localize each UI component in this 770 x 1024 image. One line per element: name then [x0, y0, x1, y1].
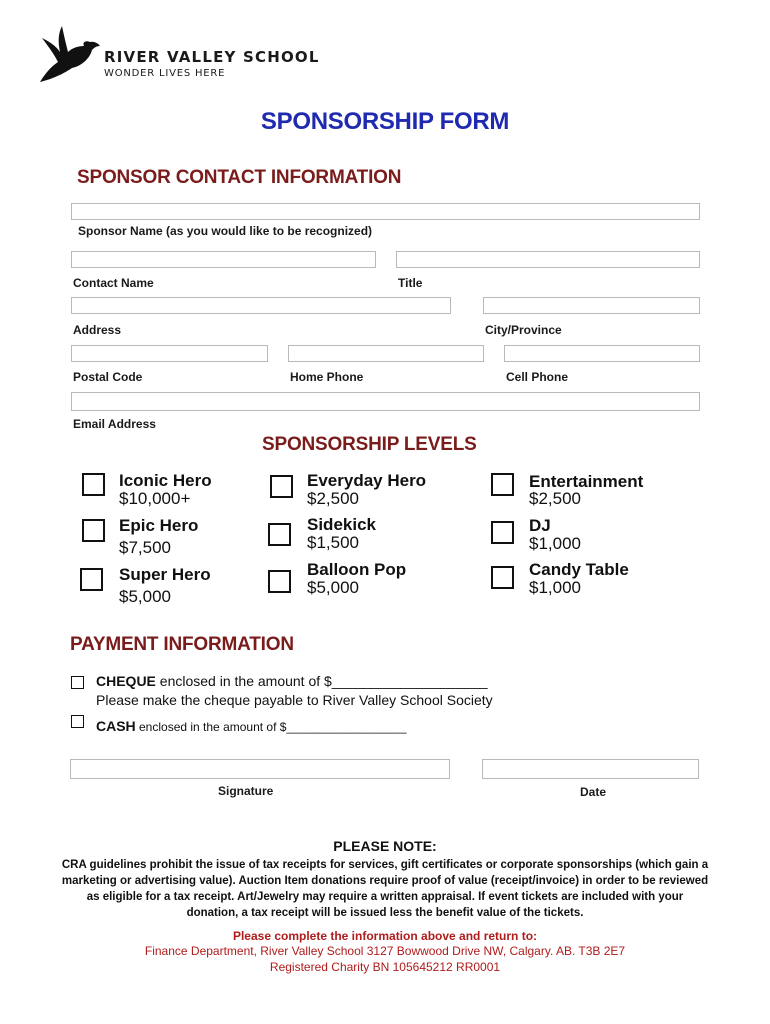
charity-number: Registered Charity BN 105645212 RR0001 — [269, 960, 501, 974]
signature-field[interactable] — [70, 759, 450, 779]
level-name: Entertainment — [529, 472, 644, 491]
contact-name-label: Contact Name — [73, 276, 154, 290]
checkbox-balloon-pop[interactable] — [268, 570, 291, 593]
home-phone-field[interactable] — [288, 345, 484, 362]
signature-label: Signature — [218, 784, 274, 798]
checkbox-dj[interactable] — [491, 521, 514, 544]
level-amount: $5,000 — [119, 587, 171, 606]
level-amount: $5,000 — [307, 578, 359, 597]
address-field[interactable] — [71, 297, 451, 314]
level-amount: $7,500 — [119, 538, 171, 557]
levels-heading: SPONSORSHIP LEVELS — [262, 434, 477, 455]
return-address: Finance Department, River Valley School 3127 Bowwood Drive NW, Calgary. AB. T3B 2E7 — [144, 944, 626, 958]
sponsor-name-field[interactable] — [71, 203, 700, 220]
cheque-label: CHEQUE — [96, 673, 156, 689]
postal-code-label: Postal Code — [73, 370, 143, 384]
return-heading: Please complete the information above and return to: — [232, 929, 538, 943]
level-amount: $2,500 — [529, 489, 581, 508]
checkbox-entertainment[interactable] — [491, 473, 514, 496]
cheque-note: Please make the cheque payable to River Valley School Society — [96, 692, 493, 708]
contact-heading: SPONSOR CONTACT INFORMATION — [77, 167, 402, 188]
sponsor-name-label: Sponsor Name (as you would like to be recognized) — [78, 224, 373, 238]
cheque-text: enclosed in the amount of $____________________ — [155, 673, 488, 689]
school-name: RIVER VALLEY SCHOOL — [104, 48, 320, 66]
school-tagline: WONDER LIVES HERE — [104, 68, 226, 79]
crow-icon — [36, 24, 104, 84]
level-name: Everyday Hero — [307, 471, 427, 490]
checkbox-sidekick[interactable] — [268, 523, 291, 546]
logo — [36, 24, 104, 84]
checkbox-epic-hero[interactable] — [82, 519, 105, 542]
cell-phone-field[interactable] — [504, 345, 700, 362]
checkbox-cash[interactable] — [71, 715, 84, 728]
level-amount: $1,500 — [307, 533, 359, 552]
payment-heading: PAYMENT INFORMATION — [70, 634, 294, 655]
level-name: DJ — [529, 516, 551, 535]
level-name: Iconic Hero — [119, 471, 212, 490]
level-amount: $10,000+ — [119, 489, 191, 508]
checkbox-iconic-hero[interactable] — [82, 473, 105, 496]
level-amount: $1,000 — [529, 578, 581, 597]
checkbox-everyday-hero[interactable] — [270, 475, 293, 498]
level-amount: $2,500 — [307, 489, 359, 508]
title-field[interactable] — [396, 251, 700, 268]
postal-code-field[interactable] — [71, 345, 268, 362]
cash-text: enclosed in the amount of $__________________ — [135, 720, 407, 734]
home-phone-label: Home Phone — [290, 370, 364, 384]
email-label: Email Address — [73, 417, 156, 431]
checkbox-candy-table[interactable] — [491, 566, 514, 589]
level-name: Super Hero — [119, 565, 211, 584]
email-field[interactable] — [71, 392, 700, 411]
cash-label: CASH — [96, 718, 136, 734]
level-name: Epic Hero — [119, 516, 199, 535]
date-field[interactable] — [482, 759, 699, 779]
title-label: Title — [398, 276, 423, 290]
level-name: Candy Table — [529, 560, 629, 579]
date-label: Date — [580, 785, 607, 799]
contact-name-field[interactable] — [71, 251, 376, 268]
level-name: Balloon Pop — [307, 560, 407, 579]
level-amount: $1,000 — [529, 534, 581, 553]
cash-line — [96, 718, 407, 734]
address-label: Address — [73, 323, 122, 337]
city-field[interactable] — [483, 297, 700, 314]
level-name: Sidekick — [307, 515, 376, 534]
cell-phone-label: Cell Phone — [506, 370, 569, 384]
note-body: CRA guidelines prohibit the issue of tax receipts for services, gift certificates or corporate sponsorships (which gain a marketing or advertising value). Auction Item donations require proof of value (receipt/invoice) in order to be reviewed as eligible for a tax receipt. Art/Jewelry may require a written appraisal. If event tickets are included with your donation, a tax receipt will be issued less the benefit value of the tickets. — [61, 859, 709, 919]
checkbox-super-hero[interactable] — [80, 568, 103, 591]
city-label: City/Province — [485, 323, 562, 337]
cheque-line — [96, 673, 488, 689]
note-heading: PLEASE NOTE: — [333, 838, 437, 854]
form-title: SPONSORSHIP FORM — [260, 108, 510, 135]
checkbox-cheque[interactable] — [71, 676, 84, 689]
